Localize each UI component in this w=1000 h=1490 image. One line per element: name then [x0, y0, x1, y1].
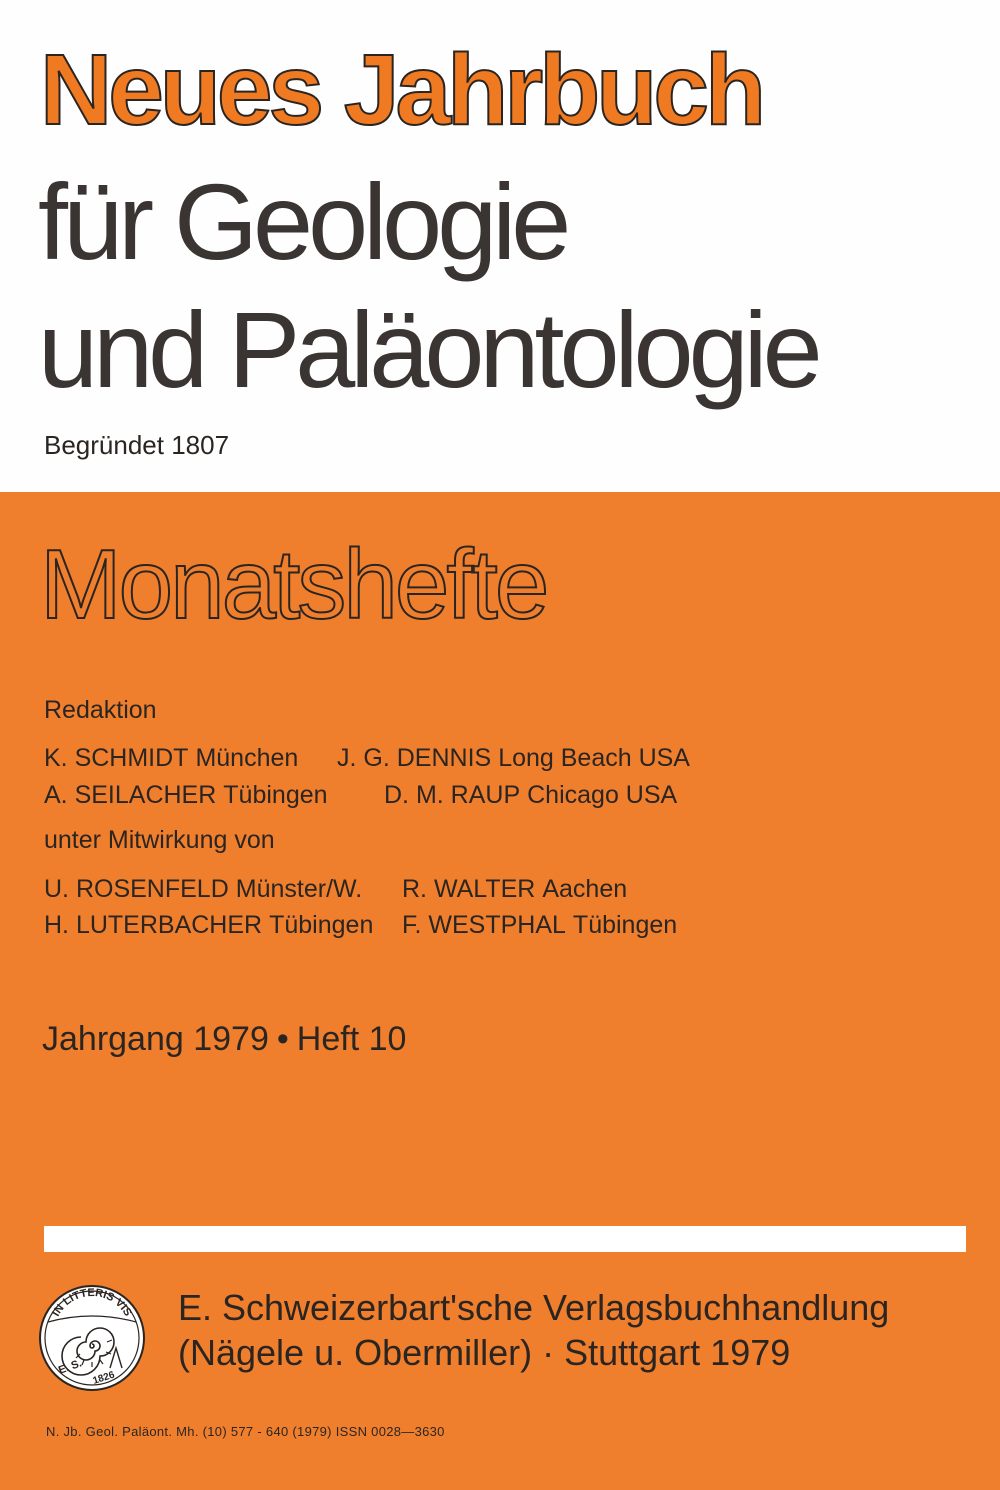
contributor-name: F. WESTPHAL — [402, 911, 566, 939]
publisher-name: E. Schweizerbart'sche Verlagsbuchhandlung — [178, 1287, 890, 1328]
contributor-place: Aachen — [542, 875, 628, 903]
editor-entry — [337, 744, 690, 773]
contributor-place: Tübingen — [572, 911, 678, 939]
seal-motto: IN LITTERIS VIS — [50, 1286, 134, 1319]
cover-top-panel — [0, 0, 1000, 492]
contributor-entry — [402, 911, 677, 940]
editor-place: Long Beach USA — [498, 744, 690, 772]
editor-name: J. G. DENNIS — [337, 744, 492, 772]
redaktion-label: Redaktion — [44, 696, 157, 724]
seal-year: 1826 — [91, 1369, 117, 1387]
editor-name: A. SEILACHER — [44, 781, 217, 809]
issue-number: Heft 10 — [296, 1020, 407, 1058]
contributor-name: U. ROSENFELD — [44, 875, 229, 903]
contributor-entry — [44, 911, 373, 940]
series-title: Monatshefte — [40, 529, 547, 639]
journal-title-line3: und Paläontologie — [38, 289, 818, 410]
editor-place: Chicago USA — [527, 781, 678, 809]
journal-title-line1: Neues Jahrbuch — [40, 34, 763, 146]
publisher-location: (Nägele u. Obermiller) · Stuttgart 1979 — [178, 1332, 791, 1373]
issue-separator: • — [276, 1020, 289, 1058]
seal-initials: E. S. — [56, 1357, 84, 1377]
contributor-entry — [44, 875, 362, 904]
editor-entry — [44, 781, 328, 810]
citation-line: N. Jb. Geol. Paläont. Mh. (10) 577 - 640 (1979) ISSN 0028—3630 — [46, 1424, 445, 1439]
editor-entry — [44, 744, 298, 773]
editor-name: K. SCHMIDT — [44, 744, 189, 772]
editor-entry — [384, 781, 677, 810]
contributor-place: Tübingen — [269, 911, 374, 939]
mitwirkung-label: unter Mitwirkung von — [44, 826, 275, 854]
founded-note: Begründet 1807 — [44, 430, 230, 460]
issue-volume: Jahrgang 1979 — [42, 1020, 269, 1058]
white-divider-bar — [44, 1226, 966, 1252]
publisher-seal-icon — [36, 1282, 148, 1394]
contributor-entry — [402, 875, 627, 904]
contributor-name: H. LUTERBACHER — [44, 911, 263, 939]
issue-line — [42, 1020, 406, 1059]
contributor-name: R. WALTER — [402, 875, 536, 903]
contributor-place: Münster/W. — [235, 875, 363, 903]
journal-title-line2: für Geologie — [38, 161, 567, 282]
editor-place: München — [195, 744, 299, 772]
editor-place: Tübingen — [223, 781, 328, 809]
editor-name: D. M. RAUP — [384, 781, 521, 809]
